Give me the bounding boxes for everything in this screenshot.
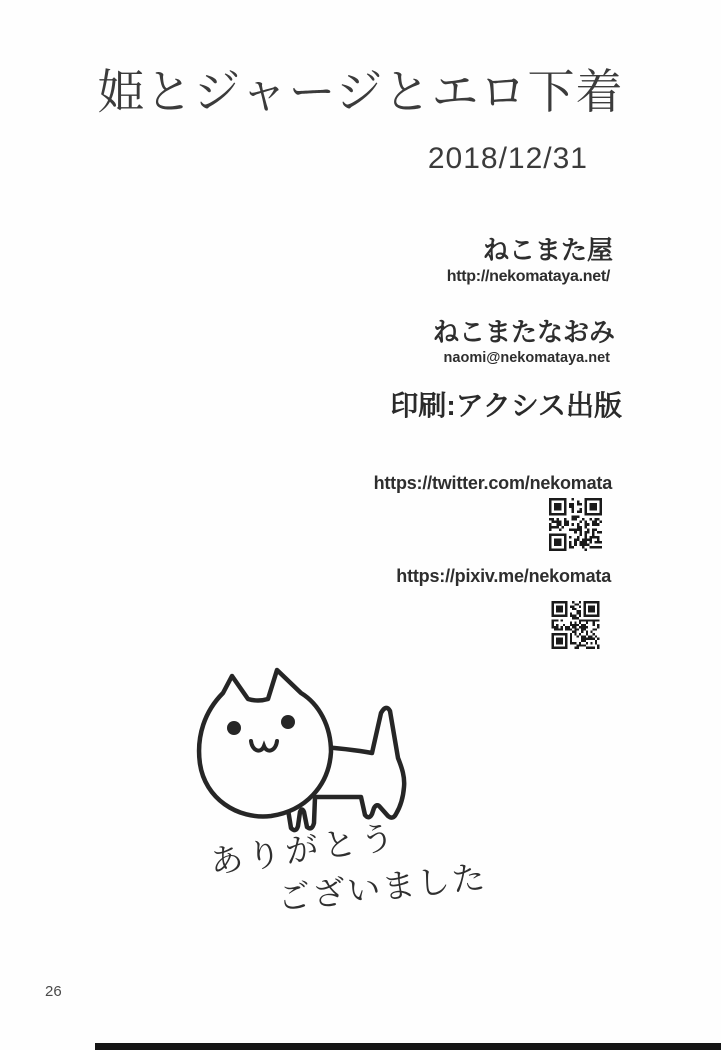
scan-edge-bar — [95, 1043, 721, 1050]
circle-name: ねこまた屋 — [482, 235, 613, 265]
handwritten-thanks-line-1: ありがとう — [207, 817, 402, 881]
page-number: 26 — [45, 983, 62, 1000]
book-title: 姫とジャージとエロ下着 — [97, 65, 624, 118]
twitter-url: https://twitter.com/nekomata — [373, 473, 612, 493]
twitter-qr-code-icon — [547, 498, 604, 551]
pixiv-qr-code-icon — [549, 601, 602, 649]
publication-date: 2018/12/31 — [427, 142, 588, 175]
printer-credit: 印刷:アクシス出版 — [390, 390, 622, 421]
author-name: ねこまたなおみ — [432, 317, 615, 347]
pixiv-url: https://pixiv.me/nekomata — [396, 566, 611, 586]
cat-right-eye — [281, 715, 295, 729]
circle-website-url: http://nekomataya.net/ — [446, 268, 610, 285]
author-email: naomi@nekomataya.net — [443, 350, 610, 366]
cat-left-eye — [227, 721, 241, 735]
handwritten-thanks-line-2: ございました — [275, 858, 489, 917]
